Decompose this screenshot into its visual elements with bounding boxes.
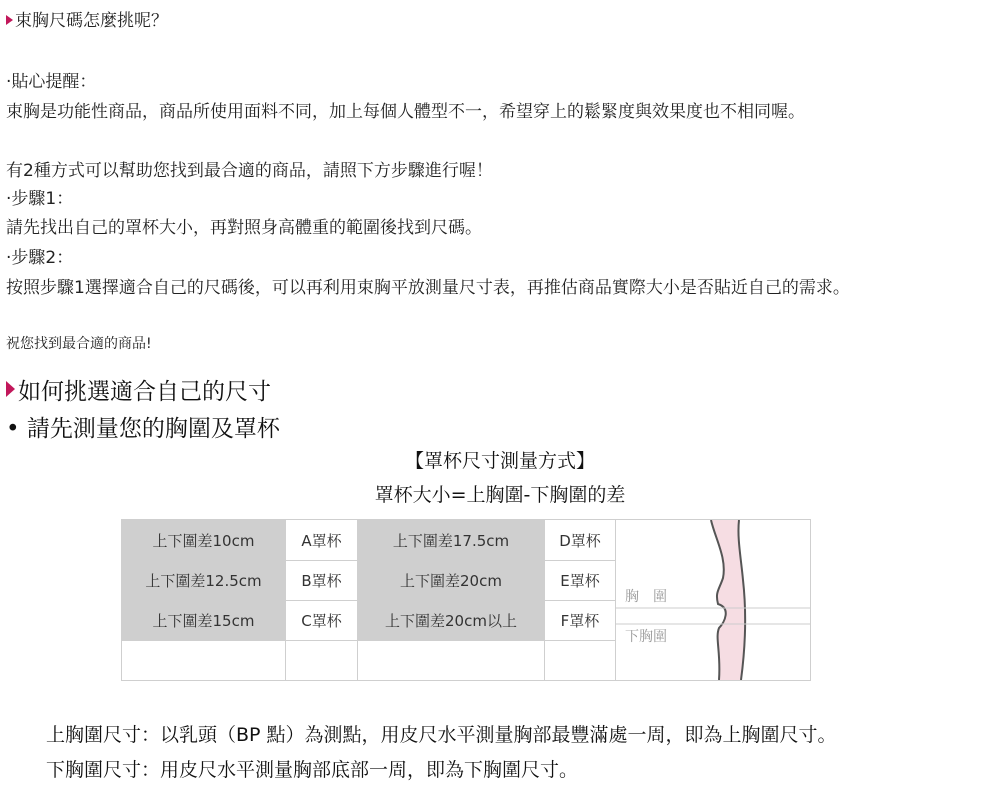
table-cell-empty — [286, 641, 358, 681]
step1-label: ‧步驟1： — [6, 189, 74, 209]
upper-chest-note: 上胸圍尺寸：以乳頭（BP 點）為測點，用皮尺水平測量胸部最豐滿處一周，即為上胸圍尺寸。 — [46, 724, 837, 746]
step2-text: 按照步驟1選擇適合自己的尺碼後，可以再利用束胸平放測量尺寸表，再推估商品實際大小是否貼近自己的需求。 — [6, 278, 850, 298]
table-cell: F罩杯 — [545, 601, 616, 641]
table-cell: 上下圍差10cm — [122, 520, 286, 561]
table-cell: 上下圍差15cm — [122, 601, 286, 641]
faq-heading-text: 束胸尺碼怎麼挑呢？ — [15, 11, 168, 31]
table-cell-empty — [122, 641, 286, 681]
lower-chest-label: 下胸圍 — [625, 629, 667, 645]
table-cell: B罩杯 — [286, 561, 358, 601]
table-cell: C罩杯 — [286, 601, 358, 641]
step1-text: 請先找出自己的罩杯大小，再對照身高體重的範圍後找到尺碼。 — [6, 218, 482, 238]
step2-label: ‧步驟2： — [6, 248, 74, 268]
table-cell-empty — [545, 641, 616, 681]
measure-title: 【罩杯尺寸測量方式】 — [404, 450, 595, 472]
measure-formula: 罩杯大小=上胸圍-下胸圍的差 — [374, 484, 626, 506]
table-cell: 上下圍差17.5cm — [358, 520, 545, 561]
section-title — [6, 373, 271, 406]
table-cell: 上下圍差20cm以上 — [358, 601, 545, 641]
table-cell: A罩杯 — [286, 520, 358, 561]
closing-text: 祝您找到最合適的商品! — [6, 336, 152, 352]
chest-measure-diagram — [615, 520, 810, 680]
triangle-bullet-icon — [6, 15, 13, 25]
table-cell: E罩杯 — [545, 561, 616, 601]
upper-chest-label: 胸 圍 — [625, 589, 667, 605]
lower-chest-note: 下胸圍尺寸：用皮尺水平測量胸部底部一周，即為下胸圍尺寸。 — [46, 759, 579, 781]
faq-heading — [6, 11, 168, 31]
section-title-text: 如何挑選適合自己的尺寸 — [18, 379, 271, 405]
table-cell: 上下圍差12.5cm — [122, 561, 286, 601]
reminder-text: 束胸是功能性商品，商品所使用面料不同，加上每個人體型不一，希望穿上的鬆緊度與效果度也不相同喔。 — [6, 102, 805, 122]
section-bullet: • 請先測量您的胸圍及罩杯 — [6, 416, 280, 442]
table-cell: D罩杯 — [545, 520, 616, 561]
table-cell-empty — [358, 641, 545, 681]
methods-text: 有2種方式可以幫助您找到最合適的商品，請照下方步驟進行喔！ — [6, 161, 493, 181]
reminder-label: ‧貼心提醒： — [6, 72, 97, 92]
triangle-bullet-icon — [6, 381, 15, 397]
table-cell: 上下圍差20cm — [358, 561, 545, 601]
